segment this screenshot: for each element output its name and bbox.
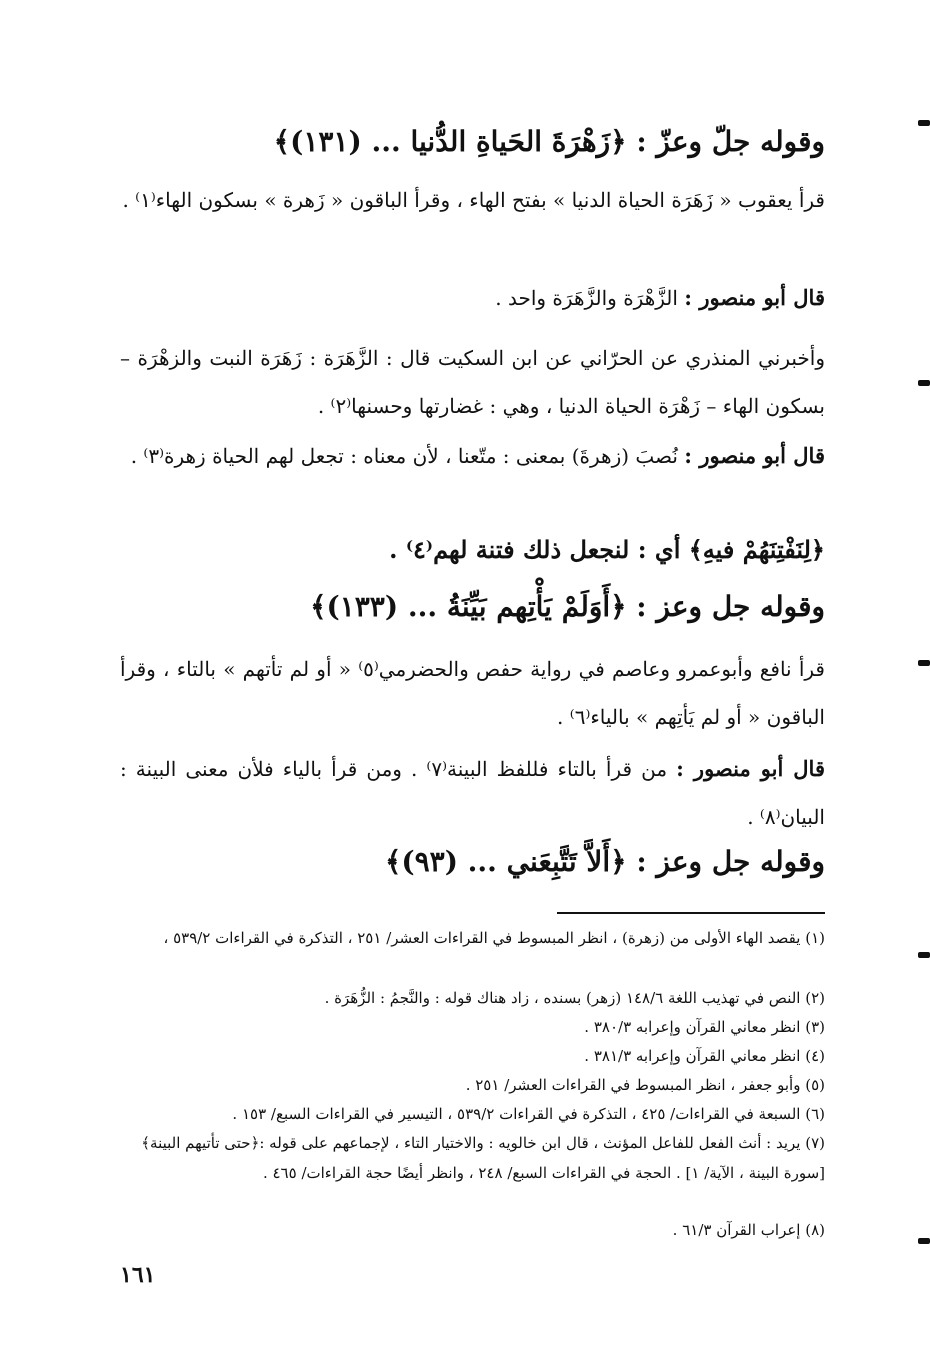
margin-mark — [918, 120, 930, 126]
margin-mark — [918, 1238, 930, 1244]
speaker-label: قال أبو منصور : — [676, 756, 825, 781]
paragraph-abu-mansur-3 — [120, 745, 825, 841]
footnote-8: (٨) إعراب القرآن ٦١/٣ . — [672, 1221, 825, 1239]
margin-mark — [918, 380, 930, 386]
footnote-1: (١) يقصد الهاء الأولى من (زهرة) ، انظر المبسوط في القراءات العشر/ ٢٥١ ، التذكرة في القراءات ٥٣٩/٢ ، — [163, 929, 825, 947]
speaker-label: قال أبو منصور : — [684, 285, 825, 310]
paragraph-yaqub-reading: قرأ يعقوب « زَهَرَة الحياة الدنيا » بفتح الهاء ، وقرأ الباقون « زَهرة » بسكون الهاء⁽١⁾ . — [122, 188, 825, 212]
margin-mark — [918, 660, 930, 666]
footnote-7: (٧) يريد : أنث الفعل للفاعل المؤنث ، قال ابن خالويه : والاختيار التاء ، لإجماعهم على قوله :﴿حتى تأتيهم البينة﴾ [سورة البينة ، الآية/ ١] . الحجة في القراءات السبع/ ٢٤٨ ، وانظر أيضًا حجة القراءات/ ٤٦٥ . — [141, 1134, 825, 1182]
paragraph-text: من قرأ بالتاء فللفظ البينة⁽٧⁾ . ومن قرأ بالياء فلأن معنى البينة : البيان⁽٨⁾ . — [120, 757, 825, 829]
footnote-divider — [557, 912, 825, 914]
footnote-6: (٦) السبعة في القراءات/ ٤٢٥ ، التذكرة في القراءات ٥٣٩/٢ ، التيسير في القراءات السبع/ ١٥٣ . — [232, 1105, 825, 1123]
speaker-label: قال أبو منصور : — [684, 443, 825, 468]
paragraph-text: نُصبَ (زهرةَ) بمعنى : متّعنا ، لأن معناه : تجعل لهم الحياة زهرة⁽٣⁾ . — [130, 444, 678, 468]
verse-linaftinahum: ﴿لِنَفْتِنَهُمْ فيهِ﴾ أي : لنجعل ذلك فتنة لهم⁽٤⁾ . — [389, 535, 825, 564]
paragraph-mundhiri: وأخبرني المنذري عن الحرّاني عن ابن السكيت قال : الزَّهَرَة : زَهَرَة النبت والزهْرَة – بسكون الهاء – زَهْرَة الحياة الدنيا ، وهي : غضارتها وحسنها⁽٢⁾ . — [120, 346, 825, 418]
book-page — [120, 0, 825, 1365]
paragraph-nafi-reading: قرأ نافع وأبوعمرو وعاصم في رواية حفص والحضرمي⁽٥⁾ « أو لم تأتهم » بالتاء ، وقرأ الباقون « أو لم يَأتِهم » بالياء⁽٦⁾ . — [120, 657, 825, 729]
footnote-4: (٤) انظر معاني القرآن وإعرابه ٣٨١/٣ . — [584, 1047, 825, 1065]
footnote-2: (٢) النص في تهذيب اللغة ١٤٨/٦ (زهر) بسنده ، زاد هناك قوله : والنَّجمُ : الزُّهَرَة . — [324, 989, 825, 1007]
paragraph-abu-mansur-2 — [120, 432, 825, 480]
paragraph-text: الزَّهْرَة والزَّهَرَة واحد . — [495, 286, 678, 310]
verse-heading-131: وقوله جلّ وعزّ : ﴿زَهْرَةَ الحَياةِ الدُّنيا ... (١٣١)﴾ — [273, 125, 825, 158]
footnote-3: (٣) انظر معاني القرآن وإعرابه ٣٨٠/٣ . — [584, 1018, 825, 1036]
paragraph-abu-mansur-1 — [120, 274, 825, 322]
verse-heading-93: وقوله جل وعز : ﴿أَلاَّ تَتَّبِعَني ... (٩٣)﴾ — [384, 845, 825, 878]
footnote-5: (٥) وأبو جعفر ، انظر المبسوط في القراءات العشر/ ٢٥١ . — [465, 1076, 825, 1094]
verse-heading-133: وقوله جل وعز : ﴿أَوَلَمْ يَأْتِهم بَيِّنَةُ ... (١٣٣)﴾ — [310, 590, 825, 623]
page-number: ١٦١ — [120, 1262, 156, 1288]
margin-mark — [918, 952, 930, 958]
